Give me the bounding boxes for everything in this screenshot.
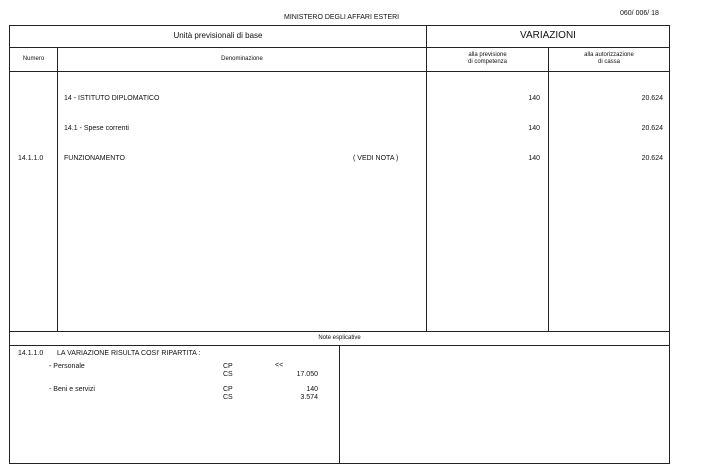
frame-left: [9, 25, 10, 464]
row-3-competenza: 140: [528, 155, 540, 162]
frame-right: [669, 25, 670, 464]
notes-title: Note esplicative: [318, 335, 361, 341]
row-3-nota: ( VEDI NOTA ): [353, 155, 399, 162]
row-1-competenza: 140: [528, 95, 540, 102]
upb-title: Unità previsionali di base: [173, 31, 263, 40]
col-competenza-line1: alla previsione: [468, 52, 507, 58]
row-3-cassa: 20.624: [641, 155, 663, 162]
note-item-2-cp-label: CP: [223, 386, 233, 393]
note-item-2-cs-label: CS: [223, 394, 233, 401]
notes-numero: 14.1.1.0: [18, 350, 44, 357]
notes-column-divider: [339, 345, 340, 464]
notes-top-divider: [9, 331, 670, 332]
row-2-cassa: 20.624: [641, 125, 663, 132]
col-denominazione: Denominazione: [221, 56, 263, 62]
header-divider: [9, 47, 670, 48]
col-numero: Numero: [22, 56, 45, 62]
notes-heading: LA VARIAZIONE RISULTA COSI' RIPARTITA :: [57, 350, 201, 357]
frame-top: [9, 25, 670, 26]
note-item-1-cp-label: CP: [223, 363, 233, 370]
row-2-competenza: 140: [528, 125, 540, 132]
row-3-numero: 14.1.1.0: [18, 155, 44, 162]
row-1-denominazione: 14 - ISTITUTO DIPLOMATICO: [64, 95, 160, 102]
page-code: 060/ 006/ 18: [620, 10, 659, 17]
ministry-title: MINISTERO DEGLI AFFARI ESTERI: [284, 14, 400, 21]
col-competenza-line2: di competenza: [467, 59, 508, 65]
note-item-2-cp-value: 140: [306, 386, 318, 393]
note-item-1-cs-value: 17.050: [296, 371, 318, 378]
note-item-1-cp-value: <<: [275, 362, 284, 369]
row-1-cassa: 20.624: [641, 95, 663, 102]
col-cassa-line1: alla autorizzazione: [584, 52, 634, 58]
note-item-2-label: - Beni e servizi: [49, 386, 95, 393]
note-item-1-label: - Personale: [49, 363, 85, 370]
row-2-denominazione: 14.1 - Spese correnti: [64, 125, 129, 132]
note-item-1-cs-label: CS: [223, 371, 233, 378]
variazioni-title: VARIAZIONI: [520, 30, 576, 41]
col-cassa-line2: di cassa: [597, 59, 620, 65]
row-3-denominazione: FUNZIONAMENTO: [64, 155, 125, 162]
note-item-2-cs-value: 3.574: [300, 394, 318, 401]
divider-numero: [57, 47, 58, 331]
column-header-divider: [9, 71, 670, 72]
divider-competenza-cassa: [548, 47, 549, 331]
divider-upb-variazioni: [426, 25, 427, 331]
